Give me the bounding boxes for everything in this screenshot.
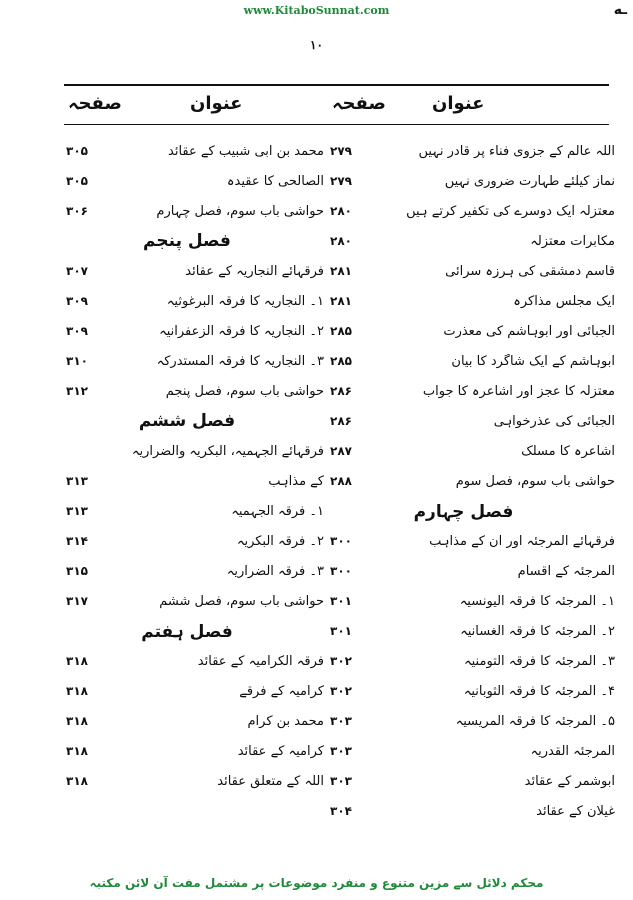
toc-entry-page: ۲۷۹ — [330, 144, 352, 158]
toc-entry — [66, 766, 324, 796]
toc-entry-title-text: مکابرات معتزلہ — [530, 233, 615, 249]
toc-entry-title — [372, 774, 615, 789]
toc-entry — [66, 256, 324, 286]
toc-entry-page: ۳۰۶ — [66, 204, 88, 218]
toc-entry-title-text: ۲۔ فرقہ البکریہ — [236, 533, 324, 549]
toc-entry-title — [372, 414, 615, 429]
toc-entry-page: ۳۱۵ — [66, 564, 88, 578]
toc-entry-title — [372, 294, 615, 309]
toc-entry-title-text: فرقہائے الجہمیہ، البکریہ والضراریہ — [131, 443, 324, 459]
toc-entry-title-text: غیلان کے عقائد — [536, 803, 615, 819]
toc-entry-title — [372, 594, 615, 609]
toc-entry — [66, 556, 324, 586]
toc-entry-page: ۳۰۳ — [330, 744, 352, 758]
toc-entry-page: ۳۱۲ — [66, 384, 88, 398]
toc-entry-title — [372, 744, 615, 759]
toc-entry-page: ۳۰۳ — [330, 714, 352, 728]
toc-entry-title — [372, 174, 615, 189]
toc-entry-title-text: کرامیہ کے عقائد — [237, 743, 324, 759]
toc-entry-page: ۳۰۱ — [330, 624, 352, 638]
toc-entry-page: ۲۸۷ — [330, 444, 352, 458]
toc-entry-title — [372, 624, 615, 639]
toc-entry — [66, 466, 324, 496]
toc-entry-title — [372, 474, 615, 489]
toc-entry-page: ۳۱۸ — [66, 774, 88, 788]
toc-entry — [66, 286, 324, 316]
toc-entry — [66, 706, 324, 736]
toc-entry-title — [372, 804, 615, 819]
toc-entry-title — [110, 264, 324, 279]
toc-entry-title-text: ۱۔ النجاریہ کا فرقہ البرغوثیہ — [166, 293, 324, 309]
toc-entry — [330, 256, 615, 286]
toc-entry — [330, 526, 615, 556]
toc-entry-title-text: فصل ہفتم — [137, 622, 236, 642]
toc-entry — [330, 646, 615, 676]
toc-entry — [66, 196, 324, 226]
toc-entry-title-text: اللہ عالم کے جزوی فناء پر قادر نہیں — [418, 143, 615, 159]
toc-entry-title — [110, 714, 324, 729]
toc-entry-title — [110, 621, 324, 642]
toc-entry-page: ۳۱۸ — [66, 714, 88, 728]
toc-entry — [330, 796, 615, 826]
toc-entry-page: ۳۰۰ — [330, 564, 352, 578]
toc-entry — [66, 676, 324, 706]
toc-entry — [330, 196, 615, 226]
toc-entry-page: ۳۰۵ — [66, 174, 88, 188]
toc-entry-title — [110, 774, 324, 789]
toc-entry-page: ۳۰۰ — [330, 534, 352, 548]
toc-entry — [330, 466, 615, 496]
toc-entry-page: ۳۱۸ — [66, 684, 88, 698]
toc-entry-title — [110, 354, 324, 369]
toc-entry-page: ۳۰۹ — [66, 294, 88, 308]
toc-entry-page: ۳۰۴ — [330, 804, 352, 818]
toc-entry-title — [372, 144, 615, 159]
toc-entry-title-text: ابوہاشم کے ایک شاگرد کا بیان — [451, 353, 615, 369]
toc-entry-page: ۳۰۲ — [330, 684, 352, 698]
toc-entry-title-text: معتزلہ ایک دوسرے کی تکفیر کرتے ہیں — [406, 203, 615, 219]
toc-entry — [66, 496, 324, 526]
toc-entry-title — [110, 474, 324, 489]
toc-entry-title-text: ۱۔ المرجئہ کا فرقہ الیونسیہ — [459, 593, 615, 609]
right-column-title-header: عنوان — [432, 93, 485, 114]
table-top-rule — [64, 84, 609, 86]
toc-entry-title-text: ابوشمر کے عقائد — [524, 773, 615, 789]
toc-entry — [66, 436, 324, 466]
right-column-page-header: صفحہ — [332, 93, 386, 114]
toc-entry-page: ۳۱۸ — [66, 654, 88, 668]
toc-entry-page: ۲۸۵ — [330, 324, 352, 338]
toc-entry-title-text: محمد بن کرام — [247, 713, 324, 729]
toc-entry-title-text: المرجئہ القدریہ — [530, 743, 615, 759]
toc-entry-title — [110, 174, 324, 189]
corner-mark: ـه — [613, 2, 627, 18]
toc-entry-title — [110, 444, 324, 459]
toc-entry-title — [110, 534, 324, 549]
toc-entry-title — [372, 324, 615, 339]
toc-entry-title — [372, 204, 615, 219]
toc-entry-page: ۲۸۵ — [330, 354, 352, 368]
toc-entry-page: ۳۱۳ — [66, 504, 88, 518]
toc-entry-title-text: فرقہائے المرجئہ اور ان کے مذاہب — [429, 533, 615, 549]
toc-entry-title — [110, 384, 324, 399]
toc-entry — [330, 436, 615, 466]
toc-entry-title — [110, 564, 324, 579]
toc-entry-title-text: کرامیہ کے فرقے — [239, 683, 324, 699]
toc-entry — [66, 166, 324, 196]
toc-entry-title-text: فرقہائے النجاریہ کے عقائد — [185, 263, 324, 279]
toc-entry — [330, 556, 615, 586]
toc-entry-title-text: ۱۔ فرقہ الجہمیہ — [231, 503, 324, 519]
toc-entry — [330, 706, 615, 736]
toc-entry-title — [372, 501, 615, 522]
toc-entry-title-text: ۳۔ فرقہ الضراریہ — [226, 563, 324, 579]
toc-entry-title — [110, 411, 324, 431]
toc-entry-title-text: معتزلہ کا عجز اور اشاعرہ کا جواب — [422, 383, 615, 399]
toc-entry — [330, 676, 615, 706]
toc-entry-page: ۲۸۱ — [330, 264, 352, 278]
toc-entry — [330, 406, 615, 436]
toc-entry-title-text: ۲۔ النجاریہ کا فرقہ الزعفرانیہ — [159, 323, 324, 339]
toc-entry-page: ۲۸۰ — [330, 204, 352, 218]
left-column-title-header: عنوان — [190, 93, 243, 114]
toc-entry-page: ۳۰۱ — [330, 594, 352, 608]
toc-entry-title-text: حواشی باب سوم، فصل سوم — [455, 473, 615, 489]
toc-entry-page: ۳۰۲ — [330, 654, 352, 668]
toc-entry-title-text: قاسم دمشقی کی ہرزہ سرائی — [445, 263, 615, 279]
toc-entry — [66, 526, 324, 556]
toc-entry — [66, 736, 324, 766]
toc-entry-page: ۳۰۹ — [66, 324, 88, 338]
toc-entry-title-text: الجبائی کی عذرخواہی — [493, 413, 615, 429]
toc-entry — [330, 376, 615, 406]
toc-entry-title — [110, 654, 324, 669]
site-url[interactable]: www.KitaboSunnat.com — [243, 4, 390, 17]
toc-entry-title — [110, 324, 324, 339]
toc-entry-title — [372, 684, 615, 699]
toc-entry — [66, 136, 324, 166]
toc-entry-page: ۲۸۶ — [330, 384, 352, 398]
toc-entry-title-text: الصالحی کا عقیدہ — [226, 173, 324, 189]
page-number: ۱۰ — [310, 38, 323, 52]
toc-entry-title-text: حواشی باب سوم، فصل پنجم — [165, 383, 324, 399]
toc-entry-title-text: ۴۔ المرجئہ کا فرقہ الثوبانیہ — [463, 683, 615, 699]
toc-entry — [66, 316, 324, 346]
toc-entry-title — [372, 534, 615, 549]
toc-entry — [330, 616, 615, 646]
toc-entry — [66, 586, 324, 616]
toc-entry-page: ۲۸۱ — [330, 294, 352, 308]
toc-entry-title-text: الجبائی اور ابوہاشم کی معذرت — [443, 323, 615, 339]
section-heading — [330, 496, 615, 526]
toc-entry-title-text: کے مذاہب — [268, 473, 324, 489]
toc-entry-title-text: فرقہ الکرامیہ کے عقائد — [197, 653, 324, 669]
toc-entry-title-text: ۵۔ المرجئہ کا فرقہ المریسیہ — [455, 713, 615, 729]
toc-entry-title-text: حواشی باب سوم، فصل ششم — [159, 593, 324, 609]
toc-entry-title — [110, 684, 324, 699]
toc-entry-title — [372, 564, 615, 579]
toc-entry — [330, 316, 615, 346]
toc-entry-title-text: ۳۔ المرجئہ کا فرقہ التومنیہ — [464, 653, 615, 669]
toc-entry-title-text: ۲۔ المرجئہ کا فرقہ الغسانیہ — [460, 623, 615, 639]
toc-entry — [330, 766, 615, 796]
toc-entry-title-text: فصل چہارم — [410, 502, 518, 522]
toc-entry — [330, 286, 615, 316]
toc-entry-page: ۳۰۷ — [66, 264, 88, 278]
toc-entry-page: ۳۰۳ — [330, 774, 352, 788]
table-header-rule — [64, 124, 609, 125]
toc-entry-page: ۳۰۵ — [66, 144, 88, 158]
toc-entry-page: ۳۱۸ — [66, 744, 88, 758]
toc-entry — [66, 646, 324, 676]
toc-entry-page: ۳۱۰ — [66, 354, 88, 368]
toc-entry-title — [372, 354, 615, 369]
toc-entry-title — [372, 384, 615, 399]
toc-entry — [66, 376, 324, 406]
toc-entry — [330, 136, 615, 166]
toc-entry-title-text: نماز کیلئے طہارت ضروری نہیں — [444, 173, 615, 189]
toc-entry-title-text: ایک مجلس مذاکرہ — [513, 293, 615, 309]
footer-tagline: محکم دلائل سے مزین متنوع و منفرد موضوعات پر مشتمل مفت آن لائن مکتبہ — [89, 876, 544, 890]
toc-entry-page: ۳۱۳ — [66, 474, 88, 488]
toc-entry-title — [372, 654, 615, 669]
toc-entry-title — [372, 714, 615, 729]
toc-entry-title — [110, 231, 324, 251]
toc-entry-title-text: المرجئہ کے اقسام — [517, 563, 615, 579]
toc-entry — [330, 166, 615, 196]
left-toc-column — [66, 136, 324, 796]
toc-entry-title-text: محمد بن ابی شبیب کے عقائد — [168, 143, 324, 159]
toc-entry — [330, 736, 615, 766]
right-toc-column — [330, 136, 615, 826]
toc-entry-page: ۲۷۹ — [330, 174, 352, 188]
toc-entry-page: ۲۸۰ — [330, 234, 352, 248]
toc-entry-title — [110, 504, 324, 519]
toc-entry-title — [110, 594, 324, 609]
toc-entry-title — [372, 444, 615, 459]
toc-entry-page: ۳۱۴ — [66, 534, 88, 548]
toc-entry-page: ۳۱۷ — [66, 594, 88, 608]
toc-entry-title — [372, 264, 615, 279]
toc-entry-title — [110, 294, 324, 309]
toc-entry-title — [110, 204, 324, 219]
left-column-page-header: صفحہ — [68, 93, 122, 114]
toc-entry-page: ۲۸۸ — [330, 474, 352, 488]
toc-entry-title-text: اشاعرہ کا مسلک — [521, 443, 615, 459]
toc-entry — [330, 226, 615, 256]
toc-entry — [66, 346, 324, 376]
toc-entry-page: ۲۸۶ — [330, 414, 352, 428]
toc-entry-title-text: فصل ششم — [135, 411, 239, 431]
toc-entry — [330, 586, 615, 616]
toc-entry-title-text: اللہ کے متعلق عقائد — [217, 773, 324, 789]
section-heading — [66, 406, 324, 436]
toc-entry — [330, 346, 615, 376]
toc-entry-title — [110, 144, 324, 159]
toc-entry-title-text: حواشی باب سوم، فصل چہارم — [156, 203, 324, 219]
toc-entry-title — [372, 234, 615, 249]
section-heading — [66, 226, 324, 256]
section-heading — [66, 616, 324, 646]
toc-entry-title-text: فصل پنجم — [139, 231, 235, 251]
toc-entry-title-text: ۳۔ النجاریہ کا فرقہ المستدرکہ — [156, 353, 324, 369]
toc-entry-title — [110, 744, 324, 759]
